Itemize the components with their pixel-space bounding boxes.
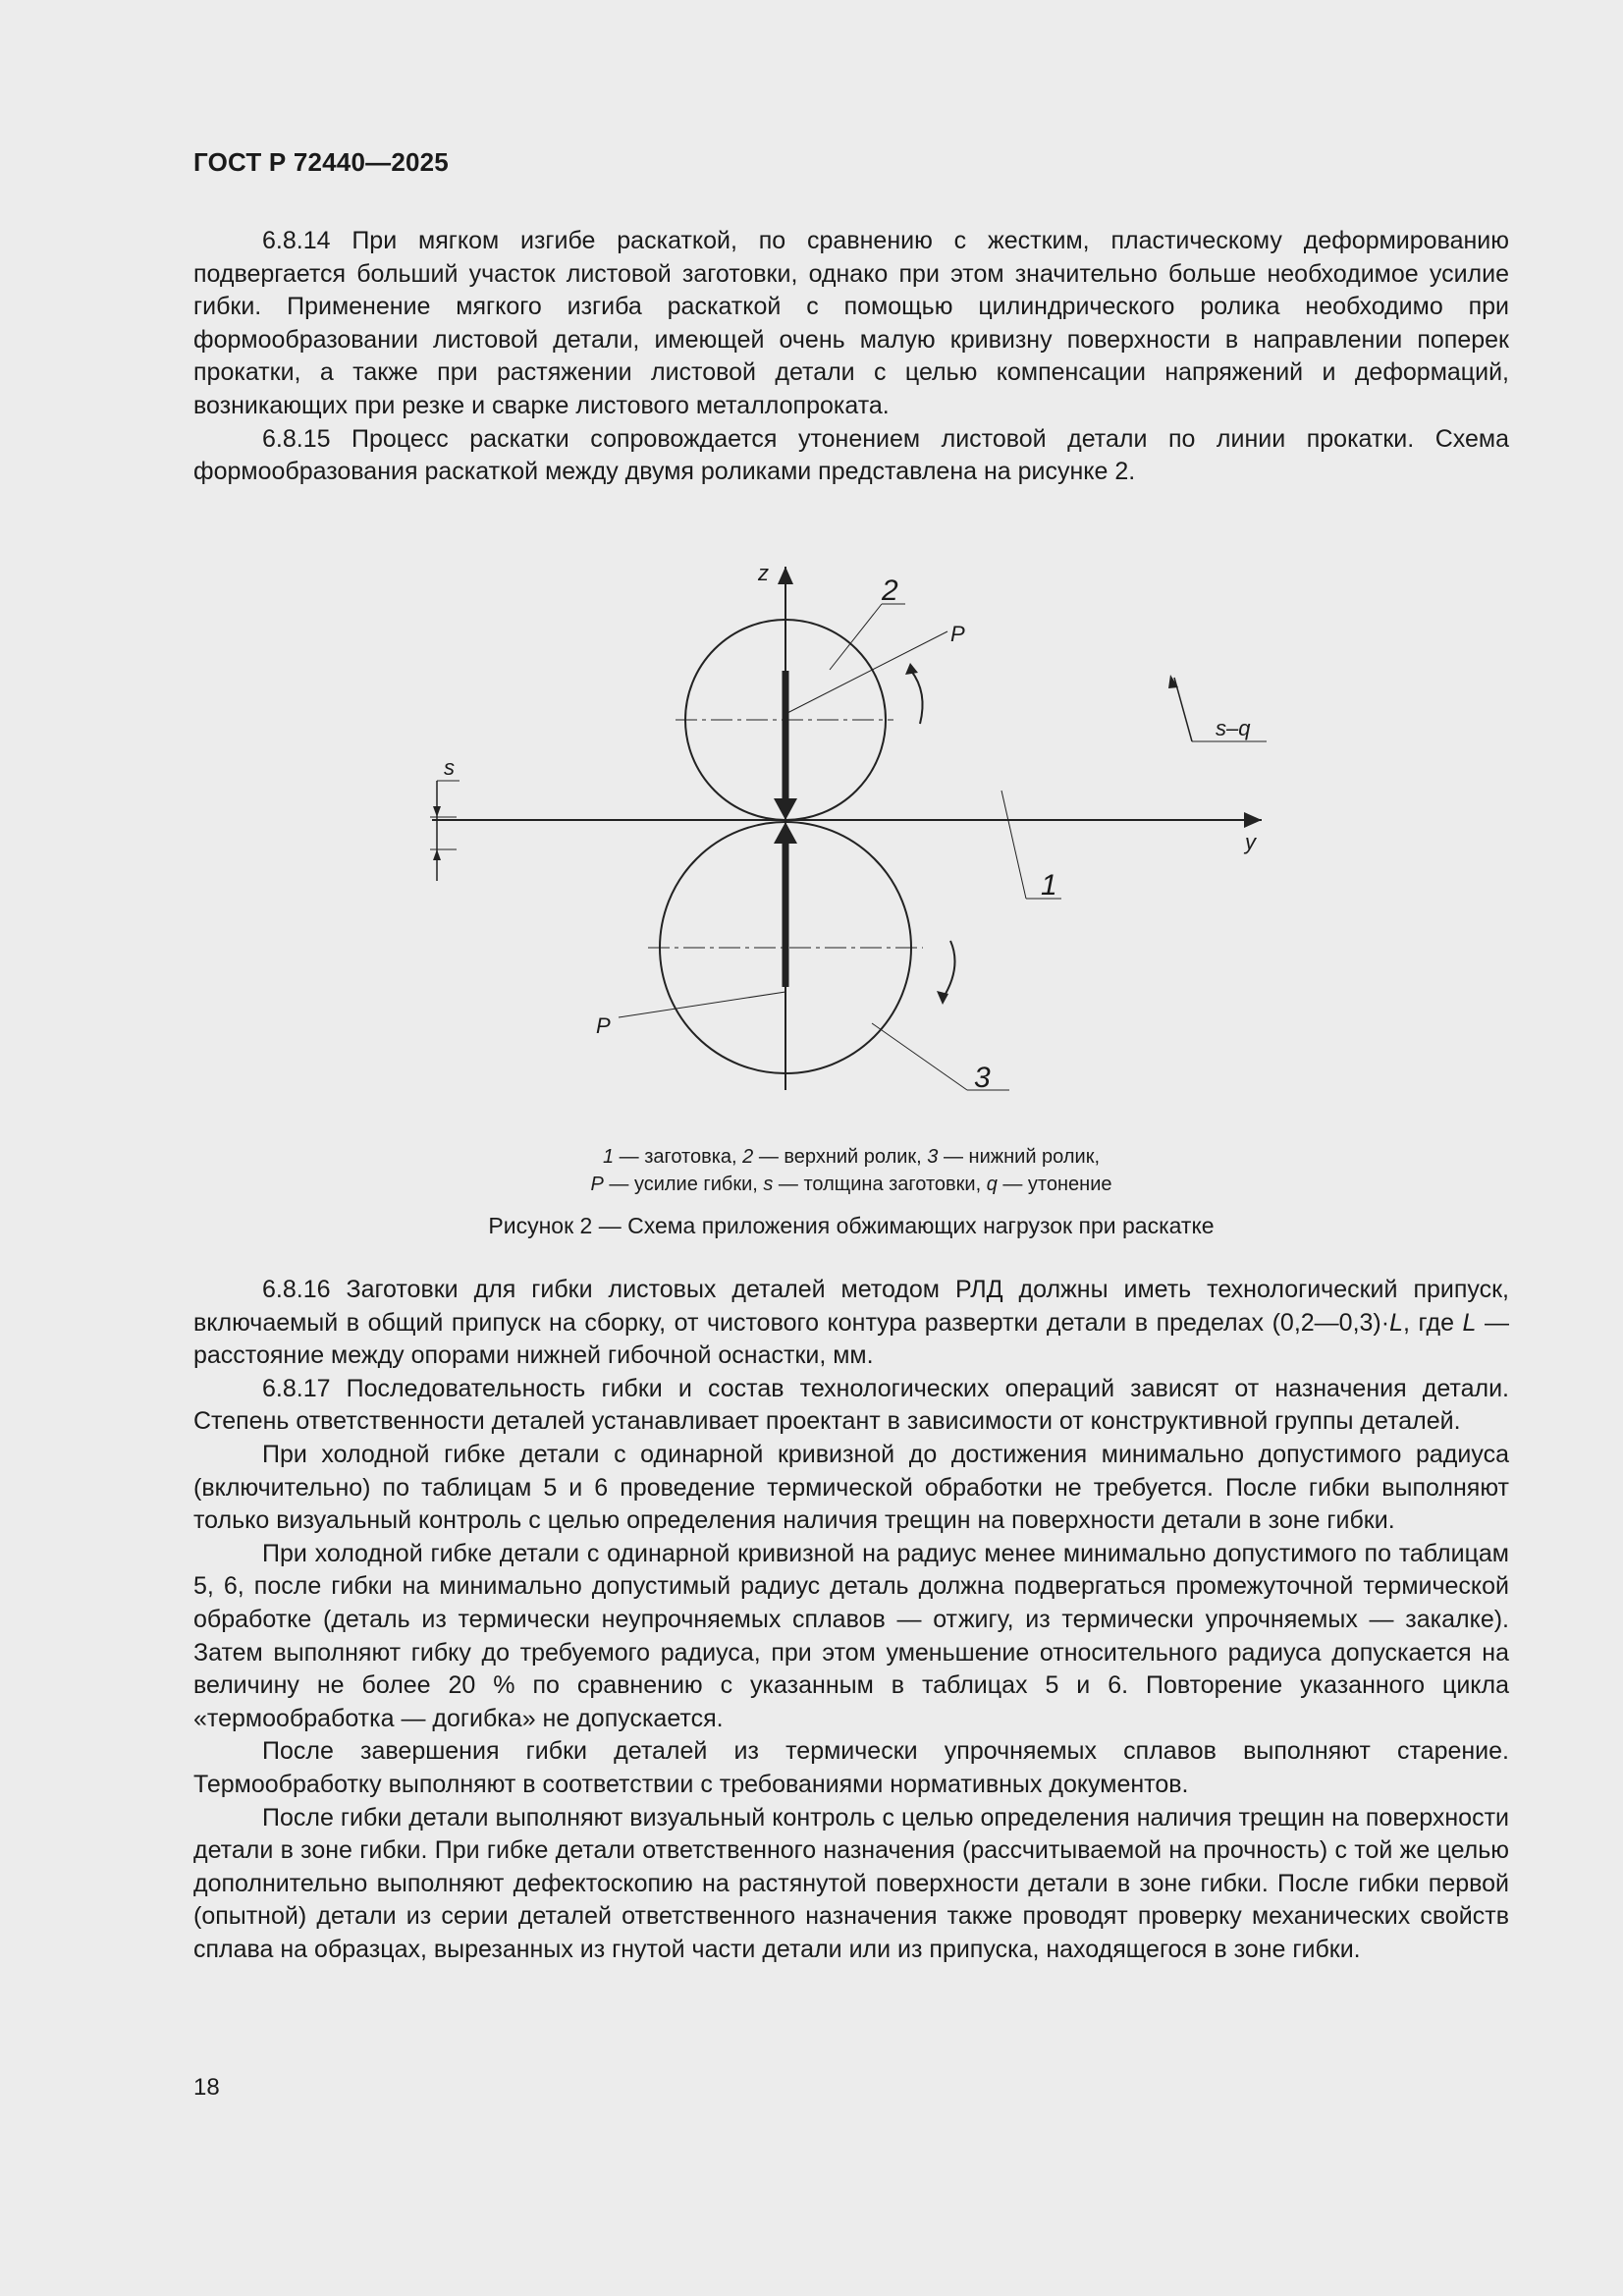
label-3: 3: [974, 1062, 991, 1094]
paragraph-cold-bending-below-min: При холодной гибке детали с одинарной кривизной на радиус менее минимально допустимого по таблицам 5, 6, после гибки на минимально допустимый радиус деталь должна подвергаться промежуточной термической обработке (деталь из термически неупрочняемых сплавов — отжигу, из термически упрочняемых — закалке). Затем выполняют гибку до требуемого радиуса, при этом уменьшение относительного радиуса допускается на величину не более 20 % по сравнению с указанным в таблицах 5 и 6. Повторение указанного цикла «термообработка — догибка» не допускается.: [193, 1539, 1509, 1732]
paragraph-visual-control: После гибки детали выполняют визуальный контроль с целью определения наличия трещин на поверхности детали в зоне гибки. При гибке детали ответственного назначения (рассчитываемой на прочность) с той же целью дополнительно выполняют дефектоскопию на растянутой поверхности детали в зоне гибки. После гибки первой (опытной) детали из серии деталей ответственного назначения также проводят проверку механических свойств сплава на образцах, вырезанных из гнутой части детали или из припуска, находящегося в зоне гибки.: [193, 1803, 1509, 1963]
paragraph-6-8-17: 6.8.17 Последовательность гибки и состав технологических операций зависят от назначения детали. Степень ответственности деталей устанавливает проектант в зависимости от конструктивной группы деталей.: [193, 1374, 1509, 1436]
paragraph-6-8-16: 6.8.16 Заготовки для гибки листовых деталей методом РЛД должны иметь технологический припуск, включаемый в общий припуск на сборку, от чистового контура развертки детали в пределах (0,2—0,3)·L, где L — расстояние между опорами нижней гибочной оснастки, мм.: [193, 1276, 1509, 1370]
label-p-bottom: P: [596, 1013, 611, 1038]
rotation-arrow-top: [911, 671, 923, 724]
figure-2-rolling-scheme: [422, 545, 1286, 1105]
label-s: s: [444, 755, 455, 780]
paragraph-6-8-15: 6.8.15 Процесс раскатки сопровождается утонением листовой детали по линии прокатки. Схема формообразования раскаткой между двумя роликами представлена на рисунке 2.: [193, 424, 1509, 486]
page-number: 18: [193, 2074, 220, 2101]
label-s-minus-q: s–q: [1216, 716, 1251, 740]
label-2: 2: [882, 574, 898, 607]
label-y: y: [1245, 830, 1256, 854]
rotation-arrow-bottom: [943, 941, 955, 999]
figure-caption: Рисунок 2 — Схема приложения обжимающих нагрузок при раскатке: [488, 1213, 1215, 1238]
paragraph-cold-bending-min-radius: При холодной гибке детали с одинарной кривизной до достижения минимально допустимого радиуса (включительно) по таблицам 5 и 6 проведение термической обработки не требуется. После гибки выполняют только визуальный контроль с целью определения наличия трещин на поверхности детали в зоне гибки.: [193, 1440, 1509, 1535]
paragraph-6-8-14: 6.8.14 При мягком изгибе раскаткой, по сравнению с жестким, пластическому деформированию подвергается больший участок листовой заготовки, однако при этом значительно больше необходимое усилие гибки. Применение мягкого изгиба раскаткой с помощью цилиндрического ролика необходимо при формообразовании листовой детали, имеющей очень малую кривизну поверхности в направлении поперек прокатки, а также при растяжении листовой детали с целью компенсации напряжений и деформаций, возникающих при резке и сварке листового металлопроката.: [193, 227, 1509, 419]
figure-legend-line-1: 1 — заготовка, 2 — верхний ролик, 3 — нижний ролик,: [602, 1146, 1101, 1168]
bottom-text: [193, 1274, 1509, 1966]
paragraph-aging: После завершения гибки деталей из термически упрочняемых сплавов выполняют старение. Термообработку выполняют в соответствии с требованиями нормативных документов.: [193, 1737, 1509, 1798]
label-p-top: P: [950, 622, 965, 646]
figure-legend-line-2: P — усилие гибки, s — толщина заготовки, q — утонение: [590, 1174, 1112, 1195]
label-1: 1: [1041, 869, 1057, 902]
document-code: ГОСТ Р 72440—2025: [193, 147, 449, 177]
top-text: [193, 225, 1509, 489]
label-z: z: [758, 561, 769, 585]
